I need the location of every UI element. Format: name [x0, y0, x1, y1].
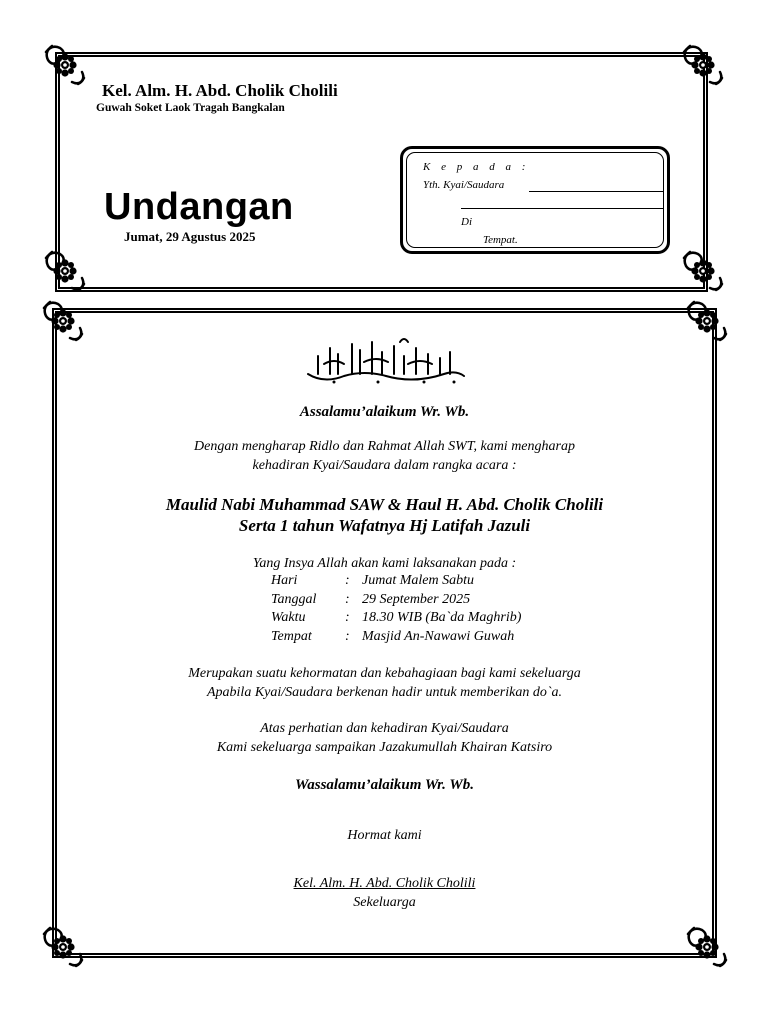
event-title-1: Maulid Nabi Muhammad SAW & Haul H. Abd. Cholik Cholili [165, 495, 604, 514]
ornament-flower-icon [680, 248, 726, 294]
ornament-corner-icon [680, 248, 726, 294]
detail-label: Hari [271, 573, 298, 588]
ornament-flower-icon [42, 42, 88, 88]
header-date: Jumat, 29 Agustus 2025 [124, 229, 256, 244]
basmalah-calligraphy [304, 334, 468, 388]
detail-separator: : [345, 628, 350, 644]
sender-address: Guwah Soket Laok Tragah Bangkalan [96, 102, 285, 114]
detail-separator: : [345, 573, 350, 588]
closing: Wassalamu’alaikum Wr. Wb. [295, 777, 474, 793]
detail-value: 29 September 2025 [362, 591, 471, 607]
ornament-corner-icon [40, 924, 86, 970]
ornament-corner-icon [42, 248, 88, 294]
page-title: Undangan [104, 186, 294, 228]
ornament-corner-icon [42, 42, 88, 88]
basmalah-icon [304, 334, 468, 388]
ornament-flower-icon [42, 248, 88, 294]
ornament-corner-icon [684, 924, 730, 970]
regards: Hormat kami [347, 828, 422, 843]
address-di: Di [461, 216, 472, 228]
detail-value: 18.30 WIB (Ba`da Maghrib) [362, 610, 522, 625]
ornament-flower-icon [684, 924, 730, 970]
ornament-flower-icon [680, 42, 726, 88]
honor-line-1: Merupakan suatu kehormatan dan kebahagiaan bagi kami sekeluarga [188, 666, 581, 681]
detail-separator: : [345, 610, 350, 625]
intro-line-2: kehadiran Kyai/Saudara dalam rangka acara : [252, 458, 517, 473]
ornament-flower-icon [40, 298, 86, 344]
schedule-intro: Yang Insya Allah akan kami laksanakan pada : [252, 556, 517, 571]
detail-label: Tempat [271, 628, 312, 644]
honor-line-2: Apabila Kyai/Saudara berkenan hadir untuk memberikan do`a. [206, 685, 562, 700]
ornament-flower-icon [40, 924, 86, 970]
intro-line-1: Dengan mengharap Ridlo dan Rahmat Allah SWT, kami mengharap [194, 439, 575, 454]
address-box [400, 146, 670, 254]
event-title-2: Serta 1 tahun Wafatnya Hj Latifah Jazuli [238, 516, 531, 535]
detail-label: Tanggal [271, 591, 317, 607]
address-blank-line [461, 208, 663, 209]
address-blank-line [529, 191, 663, 192]
ornament-flower-icon [684, 298, 730, 344]
salutation: Assalamu’alaikum Wr. Wb. [299, 404, 470, 420]
thanks-line-2: Kami sekeluarga sampaikan Jazakumullah Khairan Katsiro [216, 740, 553, 755]
signature-role: Sekeluarga [353, 895, 416, 910]
signature-name [52, 876, 717, 892]
detail-separator: : [345, 591, 350, 607]
sender-name: Kel. Alm. H. Abd. Cholik Cholili [102, 81, 338, 100]
ornament-corner-icon [684, 298, 730, 344]
address-recipient-label: Yth. Kyai/Saudara [423, 179, 505, 191]
address-tempat: Tempat. [483, 234, 518, 246]
thanks-line-1: Atas perhatian dan kehadiran Kyai/Saudara [260, 721, 509, 736]
signature-name-text: Kel. Alm. H. Abd. Cholik Cholili [293, 876, 476, 891]
detail-label: Waktu [271, 610, 306, 625]
detail-value: Masjid An-Nawawi Guwah [362, 628, 515, 644]
ornament-corner-icon [680, 42, 726, 88]
address-kepada: K e p a d a : [423, 161, 530, 173]
ornament-corner-icon [40, 298, 86, 344]
detail-value: Jumat Malem Sabtu [362, 573, 474, 588]
